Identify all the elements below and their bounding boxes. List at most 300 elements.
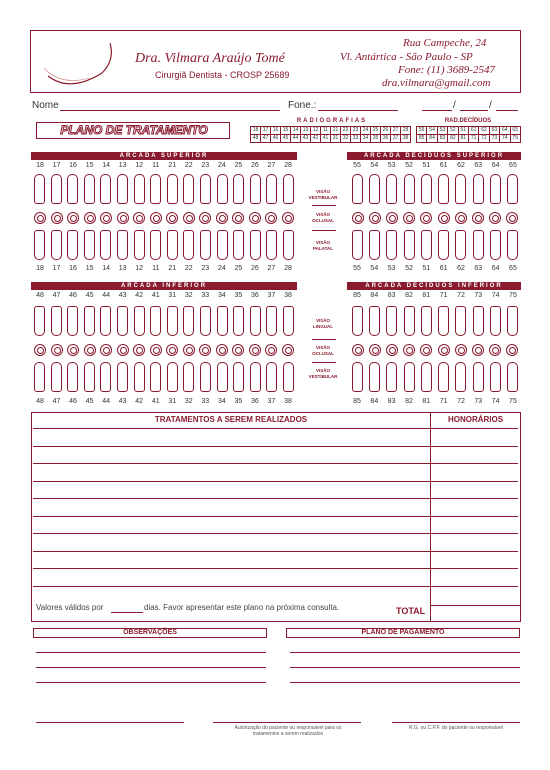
tooth-27-icon[interactable] <box>266 230 277 260</box>
occlusal-31-icon[interactable] <box>166 344 178 356</box>
occlusal-72-icon[interactable] <box>455 344 467 356</box>
xray-cell[interactable]: 36 <box>381 135 391 143</box>
tooth-26-icon[interactable] <box>250 230 261 260</box>
xray-cell[interactable]: 64 <box>500 127 510 135</box>
xray-cell[interactable]: 14 <box>291 127 301 135</box>
tooth-15-icon[interactable] <box>84 230 95 260</box>
tooth-82-icon[interactable] <box>404 306 415 336</box>
observacoes-line[interactable] <box>36 682 266 683</box>
occlusal-54-icon[interactable] <box>369 212 381 224</box>
xray-cell[interactable]: 71 <box>469 135 479 143</box>
tooth-52-icon[interactable] <box>404 230 415 260</box>
arcada-deciduos-superior-bar: ARCADA DECÍDUOS SUPERIOR <box>347 152 521 160</box>
tooth-12-icon[interactable] <box>134 230 145 260</box>
tooth-14-icon[interactable] <box>100 230 111 260</box>
occlusal-71-icon[interactable] <box>438 344 450 356</box>
tooth-18-icon[interactable] <box>34 230 45 260</box>
deciduous-lower-lingual-teeth[interactable] <box>352 306 518 336</box>
occlusal-81-icon[interactable] <box>420 344 432 356</box>
tooth-34-icon[interactable] <box>217 362 228 392</box>
xray-cell[interactable]: 53 <box>438 127 448 135</box>
tooth-number: 35 <box>234 398 243 405</box>
tooth-42-icon[interactable] <box>134 306 145 336</box>
tooth-84-icon[interactable] <box>369 306 380 336</box>
tooth-number: 51 <box>422 162 431 169</box>
upper-occlusal-circles[interactable] <box>34 212 294 224</box>
tooth-number: 37 <box>267 292 276 299</box>
lower-lingual-teeth[interactable] <box>34 306 294 336</box>
tooth-number: 31 <box>168 398 177 405</box>
occlusal-26-icon[interactable] <box>249 212 261 224</box>
tooth-61-icon[interactable] <box>438 174 449 204</box>
deciduous-lower-vestibular-teeth[interactable] <box>352 362 518 392</box>
occlusal-61-icon[interactable] <box>438 212 450 224</box>
xray-cell[interactable]: 74 <box>500 135 510 143</box>
xray-cell[interactable]: 45 <box>281 135 291 143</box>
tooth-number: 72 <box>457 292 465 299</box>
xray-cell[interactable]: 37 <box>391 135 401 143</box>
occlusal-24-icon[interactable] <box>216 212 228 224</box>
tooth-45-icon[interactable] <box>84 362 95 392</box>
xray-cell[interactable]: 46 <box>271 135 281 143</box>
xray-cell[interactable]: 51 <box>459 127 469 135</box>
xray-cell[interactable]: 83 <box>438 135 448 143</box>
xray-cell[interactable]: 48 <box>251 135 261 143</box>
tooth-number: 83 <box>387 398 396 405</box>
tooth-46-icon[interactable] <box>67 306 78 336</box>
tooth-82-icon[interactable] <box>404 362 415 392</box>
occlusal-38-icon[interactable] <box>282 344 294 356</box>
tooth-31-icon[interactable] <box>167 362 178 392</box>
treatment-row[interactable] <box>33 428 430 429</box>
occlusal-48-icon[interactable] <box>34 344 46 356</box>
tooth-22-icon[interactable] <box>183 174 194 204</box>
signature-line-left[interactable] <box>36 722 184 723</box>
tooth-number: 43 <box>118 398 127 405</box>
tooth-number: 61 <box>439 265 448 272</box>
tooth-35-icon[interactable] <box>233 362 244 392</box>
xray-cell[interactable]: 35 <box>371 135 381 143</box>
view-label-vestibular-lower: VISÃO VESTIBULAR <box>308 368 338 379</box>
occlusal-34-icon[interactable] <box>216 344 228 356</box>
tooth-number: 54 <box>370 265 379 272</box>
tooth-27-icon[interactable] <box>266 174 277 204</box>
tooth-42-icon[interactable] <box>134 362 145 392</box>
occlusal-32-icon[interactable] <box>183 344 195 356</box>
tooth-11-icon[interactable] <box>150 230 161 260</box>
tooth-63-icon[interactable] <box>473 174 484 204</box>
date-day-field[interactable] <box>422 110 452 111</box>
occlusal-18-icon[interactable] <box>34 212 46 224</box>
pagamento-line[interactable] <box>290 667 520 668</box>
deciduous-upper-palatal-teeth[interactable] <box>352 230 518 260</box>
observacoes-line[interactable] <box>36 652 266 653</box>
deciduous-lower-occlusal-circles[interactable] <box>352 344 518 356</box>
tooth-71-icon[interactable] <box>438 362 449 392</box>
tooth-number: 83 <box>387 292 396 299</box>
tooth-17-icon[interactable] <box>51 230 62 260</box>
tooth-48-icon[interactable] <box>34 306 45 336</box>
occlusal-45-icon[interactable] <box>84 344 96 356</box>
authorization-signature-line[interactable] <box>213 722 361 723</box>
xray-cell[interactable]: 72 <box>479 135 489 143</box>
tooth-64-icon[interactable] <box>490 174 501 204</box>
occlusal-43-icon[interactable] <box>117 344 129 356</box>
tooth-24-icon[interactable] <box>217 174 228 204</box>
occlusal-28-icon[interactable] <box>282 212 294 224</box>
tooth-number: 45 <box>85 398 94 405</box>
treatment-row[interactable] <box>33 586 430 587</box>
xray-cell[interactable]: 28 <box>401 127 411 135</box>
occlusal-27-icon[interactable] <box>265 212 277 224</box>
tooth-53-icon[interactable] <box>386 174 397 204</box>
tooth-44-icon[interactable] <box>100 306 111 336</box>
tooth-number: 47 <box>52 398 61 405</box>
radiografias-grid[interactable] <box>250 126 411 143</box>
xray-cell[interactable]: 73 <box>490 135 500 143</box>
occlusal-55-icon[interactable] <box>352 212 364 224</box>
treatment-row[interactable] <box>33 463 430 464</box>
xray-cell[interactable]: 16 <box>271 127 281 135</box>
xray-cell[interactable]: 17 <box>261 127 271 135</box>
tooth-17-icon[interactable] <box>51 174 62 204</box>
pagamento-line[interactable] <box>290 652 520 653</box>
total-field[interactable] <box>431 605 520 621</box>
tooth-85-icon[interactable] <box>352 306 363 336</box>
occlusal-42-icon[interactable] <box>133 344 145 356</box>
tooth-81-icon[interactable] <box>421 362 432 392</box>
xray-cell[interactable]: 63 <box>490 127 500 135</box>
xray-cell[interactable]: 75 <box>511 135 521 143</box>
occlusal-85-icon[interactable] <box>352 344 364 356</box>
fee-row[interactable] <box>431 498 518 499</box>
tooth-75-icon[interactable] <box>507 362 518 392</box>
occlusal-16-icon[interactable] <box>67 212 79 224</box>
tooth-13-icon[interactable] <box>117 174 128 204</box>
tooth-28-icon[interactable] <box>283 174 294 204</box>
tooth-73-icon[interactable] <box>473 306 484 336</box>
fee-row[interactable] <box>431 481 518 482</box>
name-field[interactable] <box>60 110 280 111</box>
xray-cell[interactable]: 33 <box>351 135 361 143</box>
tooth-37-icon[interactable] <box>266 306 277 336</box>
occlusal-47-icon[interactable] <box>51 344 63 356</box>
tooth-44-icon[interactable] <box>100 362 111 392</box>
tooth-83-icon[interactable] <box>386 362 397 392</box>
tooth-51-icon[interactable] <box>421 230 432 260</box>
xray-cell[interactable]: 52 <box>448 127 458 135</box>
tooth-22-icon[interactable] <box>183 230 194 260</box>
tooth-31-icon[interactable] <box>167 306 178 336</box>
treatment-row[interactable] <box>33 446 430 447</box>
occlusal-33-icon[interactable] <box>199 344 211 356</box>
tooth-number: 14 <box>102 162 111 169</box>
tooth-47-icon[interactable] <box>51 362 62 392</box>
tooth-number: 24 <box>217 162 226 169</box>
occlusal-11-icon[interactable] <box>150 212 162 224</box>
fee-row[interactable] <box>431 428 518 429</box>
tooth-43-icon[interactable] <box>117 306 128 336</box>
tooth-38-icon[interactable] <box>283 362 294 392</box>
xray-cell[interactable]: 82 <box>448 135 458 143</box>
tooth-55-icon[interactable] <box>352 230 363 260</box>
xray-cell[interactable]: 47 <box>261 135 271 143</box>
treatment-row[interactable] <box>33 481 430 482</box>
view-label-palatal-upper: VISÃO PALATAL <box>313 240 333 251</box>
validity-days-field[interactable] <box>111 612 143 613</box>
tooth-24-icon[interactable] <box>217 230 228 260</box>
xray-cell[interactable]: 81 <box>459 135 469 143</box>
tooth-74-icon[interactable] <box>490 306 501 336</box>
occlusal-22-icon[interactable] <box>183 212 195 224</box>
tooth-63-icon[interactable] <box>473 230 484 260</box>
tooth-number: 73 <box>474 292 483 299</box>
tooth-32-icon[interactable] <box>183 362 194 392</box>
occlusal-53-icon[interactable] <box>386 212 398 224</box>
occlusal-44-icon[interactable] <box>100 344 112 356</box>
tooth-28-icon[interactable] <box>283 230 294 260</box>
tooth-41-icon[interactable] <box>150 306 161 336</box>
rad-deciduos-title: RAD.DECÍDUOS <box>444 118 492 124</box>
xray-cell[interactable]: 11 <box>321 127 331 135</box>
tooth-74-icon[interactable] <box>490 362 501 392</box>
tooth-51-icon[interactable] <box>421 174 432 204</box>
tooth-75-icon[interactable] <box>507 306 518 336</box>
authorization-caption: Autorização do paciente ou responsável para os tratamentos a serem realizados <box>234 725 342 737</box>
tooth-23-icon[interactable] <box>200 174 211 204</box>
tooth-64-icon[interactable] <box>490 230 501 260</box>
tooth-38-icon[interactable] <box>283 306 294 336</box>
tooth-83-icon[interactable] <box>386 306 397 336</box>
xray-cell[interactable]: 34 <box>361 135 371 143</box>
tooth-53-icon[interactable] <box>386 230 397 260</box>
occlusal-74-icon[interactable] <box>489 344 501 356</box>
tooth-21-icon[interactable] <box>167 174 178 204</box>
tooth-34-icon[interactable] <box>217 306 228 336</box>
tooth-33-icon[interactable] <box>200 362 211 392</box>
tooth-11-icon[interactable] <box>150 174 161 204</box>
occlusal-15-icon[interactable] <box>84 212 96 224</box>
tooth-number: 35 <box>234 292 243 299</box>
xray-cell[interactable]: 65 <box>511 127 521 135</box>
fee-row[interactable] <box>431 533 518 534</box>
occlusal-36-icon[interactable] <box>249 344 261 356</box>
xray-cell[interactable]: 44 <box>291 135 301 143</box>
deciduous-upper-vestibular-teeth[interactable] <box>352 174 518 204</box>
arcada-deciduos-inferior-bar: ARCADA DECÍDUOS INFERIOR <box>347 282 521 290</box>
upper-vestibular-teeth[interactable] <box>34 174 294 204</box>
occlusal-73-icon[interactable] <box>472 344 484 356</box>
xray-cell[interactable]: 61 <box>469 127 479 135</box>
tooth-41-icon[interactable] <box>150 362 161 392</box>
tooth-45-icon[interactable] <box>84 306 95 336</box>
tooth-number: 62 <box>457 265 465 272</box>
tooth-62-icon[interactable] <box>455 230 466 260</box>
occlusal-75-icon[interactable] <box>506 344 518 356</box>
xray-cell[interactable]: 42 <box>311 135 321 143</box>
xray-cell[interactable]: 15 <box>281 127 291 135</box>
tooth-46-icon[interactable] <box>67 362 78 392</box>
tooth-33-icon[interactable] <box>200 306 211 336</box>
tooth-number: 65 <box>509 162 517 169</box>
occlusal-21-icon[interactable] <box>166 212 178 224</box>
lower-occlusal-circles[interactable] <box>34 344 294 356</box>
treatment-row[interactable] <box>33 516 430 517</box>
occlusal-37-icon[interactable] <box>265 344 277 356</box>
observacoes-line[interactable] <box>36 667 266 668</box>
deciduous-upper-occlusal-circles[interactable] <box>352 212 518 224</box>
treatment-row[interactable] <box>33 498 430 499</box>
fee-row[interactable] <box>431 516 518 517</box>
date-year-field[interactable] <box>496 110 518 111</box>
tooth-43-icon[interactable] <box>117 362 128 392</box>
xray-cell[interactable]: 27 <box>391 127 401 135</box>
tooth-81-icon[interactable] <box>421 306 432 336</box>
xray-cell[interactable]: 18 <box>251 127 261 135</box>
tooth-18-icon[interactable] <box>34 174 45 204</box>
fee-row[interactable] <box>431 463 518 464</box>
view-divider <box>312 362 336 363</box>
tooth-21-icon[interactable] <box>167 230 178 260</box>
tooth-25-icon[interactable] <box>233 174 244 204</box>
tooth-62-icon[interactable] <box>455 174 466 204</box>
occlusal-52-icon[interactable] <box>403 212 415 224</box>
tooth-73-icon[interactable] <box>473 362 484 392</box>
view-label-vestibular-upper: VISÃO VESTIBULAR <box>308 189 338 200</box>
occlusal-35-icon[interactable] <box>232 344 244 356</box>
tooth-number: 27 <box>267 265 276 272</box>
occlusal-23-icon[interactable] <box>199 212 211 224</box>
rad-deciduos-grid[interactable] <box>416 126 521 143</box>
xray-cell[interactable]: 84 <box>427 135 437 143</box>
tooth-65-icon[interactable] <box>507 230 518 260</box>
occlusal-63-icon[interactable] <box>472 212 484 224</box>
tooth-16-icon[interactable] <box>67 230 78 260</box>
occlusal-64-icon[interactable] <box>489 212 501 224</box>
xray-cell[interactable]: 43 <box>301 135 311 143</box>
fee-row[interactable] <box>431 586 518 587</box>
xray-cell[interactable]: 41 <box>321 135 331 143</box>
xray-cell[interactable]: 38 <box>401 135 411 143</box>
tooth-number: 81 <box>422 398 431 405</box>
tooth-14-icon[interactable] <box>100 174 111 204</box>
xray-cell[interactable]: 25 <box>371 127 381 135</box>
xray-cell[interactable]: 26 <box>381 127 391 135</box>
xray-cell[interactable]: 13 <box>301 127 311 135</box>
occlusal-14-icon[interactable] <box>100 212 112 224</box>
tooth-15-icon[interactable] <box>84 174 95 204</box>
tooth-number: 53 <box>387 265 396 272</box>
fee-row[interactable] <box>431 568 518 569</box>
tooth-number: 52 <box>405 162 413 169</box>
tooth-number: 15 <box>85 265 94 272</box>
tooth-37-icon[interactable] <box>266 362 277 392</box>
treatment-row[interactable] <box>33 568 430 569</box>
tooth-85-icon[interactable] <box>352 362 363 392</box>
lower-vestibular-teeth[interactable] <box>34 362 294 392</box>
occlusal-41-icon[interactable] <box>150 344 162 356</box>
tooth-number: 26 <box>251 162 259 169</box>
xray-cell[interactable]: 32 <box>341 135 351 143</box>
tooth-48-icon[interactable] <box>34 362 45 392</box>
tooth-12-icon[interactable] <box>134 174 145 204</box>
xray-cell[interactable]: 31 <box>331 135 341 143</box>
tooth-54-icon[interactable] <box>369 174 380 204</box>
tooth-36-icon[interactable] <box>250 306 261 336</box>
fee-row[interactable] <box>431 446 518 447</box>
occlusal-46-icon[interactable] <box>67 344 79 356</box>
xray-cell[interactable]: 85 <box>417 135 427 143</box>
tooth-number: 25 <box>234 162 243 169</box>
tooth-32-icon[interactable] <box>183 306 194 336</box>
xray-cell[interactable]: 62 <box>479 127 489 135</box>
doctor-subtitle: Cirurgiã Dentista - CROSP 25689 <box>155 70 290 80</box>
tooth-number: 13 <box>118 265 127 272</box>
tooth-number: 52 <box>405 265 413 272</box>
date-month-field[interactable] <box>460 110 488 111</box>
upper-palatal-teeth[interactable] <box>34 230 294 260</box>
pagamento-line[interactable] <box>290 682 520 683</box>
tooth-72-icon[interactable] <box>455 362 466 392</box>
occlusal-82-icon[interactable] <box>403 344 415 356</box>
tooth-number: 18 <box>36 265 44 272</box>
tooth-65-icon[interactable] <box>507 174 518 204</box>
xray-cell[interactable]: 12 <box>311 127 321 135</box>
tooth-25-icon[interactable] <box>233 230 244 260</box>
occlusal-13-icon[interactable] <box>117 212 129 224</box>
occlusal-65-icon[interactable] <box>506 212 518 224</box>
doctor-name: Dra. Vilmara Araújo Tomé <box>135 51 285 66</box>
tooth-13-icon[interactable] <box>117 230 128 260</box>
tooth-61-icon[interactable] <box>438 230 449 260</box>
xray-cell[interactable]: 24 <box>361 127 371 135</box>
tooth-35-icon[interactable] <box>233 306 244 336</box>
treatment-row[interactable] <box>33 551 430 552</box>
occlusal-17-icon[interactable] <box>51 212 63 224</box>
tooth-52-icon[interactable] <box>404 174 415 204</box>
fee-row[interactable] <box>431 551 518 552</box>
xray-cell[interactable]: 22 <box>341 127 351 135</box>
tooth-number: 38 <box>284 398 292 405</box>
tooth-54-icon[interactable] <box>369 230 380 260</box>
tooth-71-icon[interactable] <box>438 306 449 336</box>
xray-cell[interactable]: 21 <box>331 127 341 135</box>
occlusal-51-icon[interactable] <box>420 212 432 224</box>
tooth-number: 22 <box>184 265 193 272</box>
tooth-84-icon[interactable] <box>369 362 380 392</box>
tooth-36-icon[interactable] <box>250 362 261 392</box>
phone-field[interactable] <box>318 110 398 111</box>
xray-cell[interactable]: 55 <box>417 127 427 135</box>
deciduous-lower-numbers-top <box>350 292 520 299</box>
tooth-72-icon[interactable] <box>455 306 466 336</box>
xray-cell[interactable]: 23 <box>351 127 361 135</box>
xray-cell[interactable]: 54 <box>427 127 437 135</box>
tooth-55-icon[interactable] <box>352 174 363 204</box>
treatment-row[interactable] <box>33 533 430 534</box>
tooth-number: 33 <box>201 398 210 405</box>
occlusal-83-icon[interactable] <box>386 344 398 356</box>
tooth-16-icon[interactable] <box>67 174 78 204</box>
rg-cpf-line[interactable] <box>392 722 520 723</box>
tooth-23-icon[interactable] <box>200 230 211 260</box>
tooth-26-icon[interactable] <box>250 174 261 204</box>
tooth-47-icon[interactable] <box>51 306 62 336</box>
occlusal-62-icon[interactable] <box>455 212 467 224</box>
occlusal-84-icon[interactable] <box>369 344 381 356</box>
occlusal-25-icon[interactable] <box>232 212 244 224</box>
occlusal-12-icon[interactable] <box>133 212 145 224</box>
